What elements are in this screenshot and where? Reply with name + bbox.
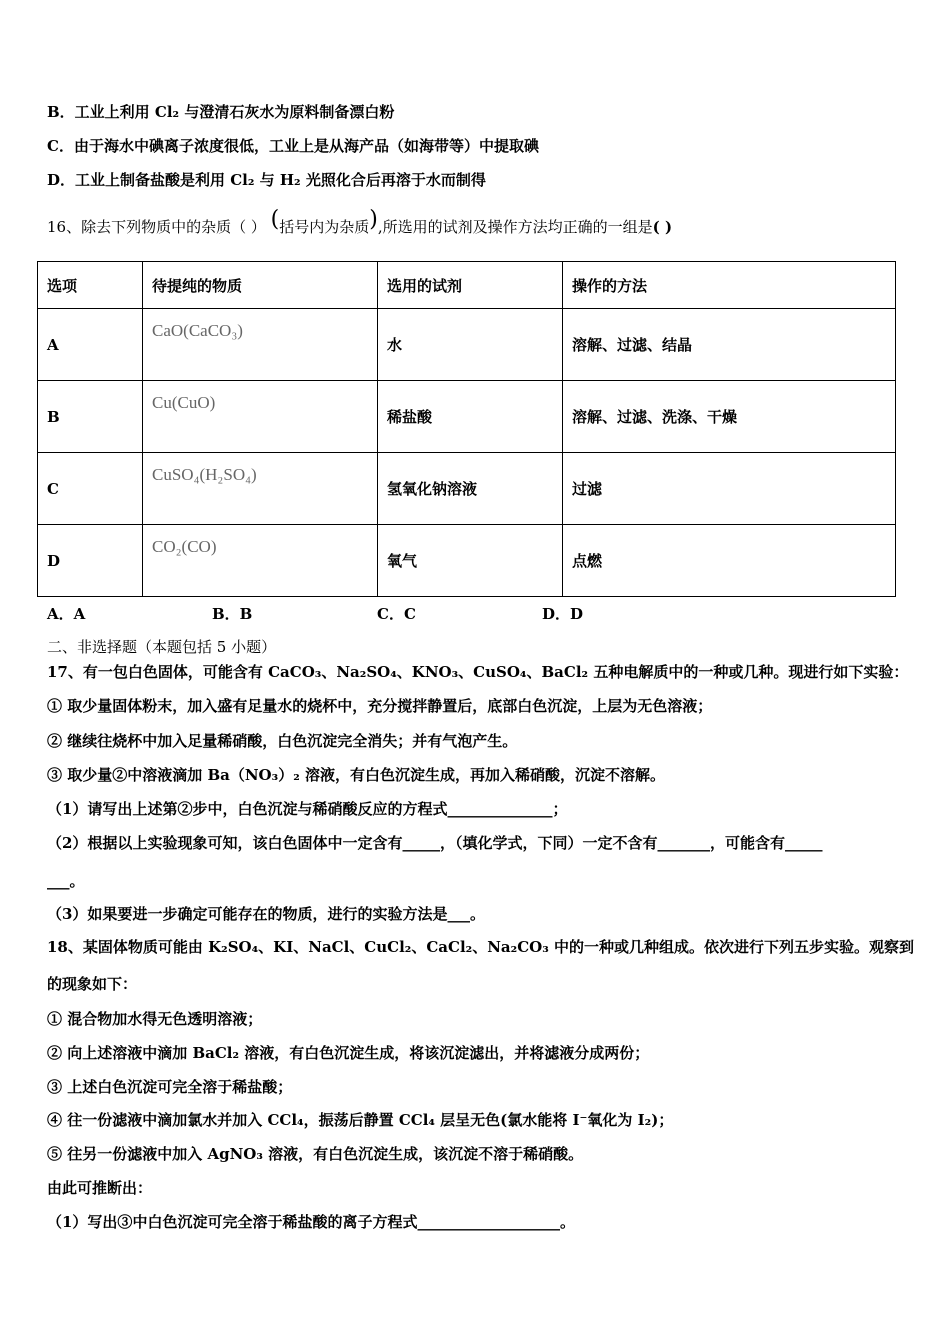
q18-stem-cont: 的现象如下： [47,975,138,993]
header-substance: 待提纯的物质 [143,262,378,309]
row-reagent: 稀盐酸 [378,381,563,453]
formula-cao-caco3: CaO(CaCO₃) [152,320,243,340]
q17-q1: （1）请写出上述第②步中，白色沉淀与稀硝酸反应的方程式______________； [47,800,568,818]
row-substance [143,309,378,381]
q16-table [37,261,896,597]
header-option: 选项 [38,262,143,309]
formula-cuso4-h2so4: CuSO₄(H₂SO₄) [152,464,257,484]
row-option: D [38,525,143,597]
table-row [38,525,896,597]
q18-step5: ⑤ 往另一份滤液中加入 AgNO₃ 溶液，有白色沉淀生成，该沉淀不溶于稀硝酸。 [47,1145,584,1163]
table-header-row [38,262,896,309]
q16-choice-c: C．C [377,605,416,623]
q16-stem: 16、除去下列物质中的杂质（ ） (括号内为杂质),所选用的试剂及操作方法均正确的一组是( ) [47,207,673,236]
q15-option-b: B．工业上利用 Cl₂ 与澄清石灰水为原料制备漂白粉 [47,103,395,121]
q18-step3: ③ 上述白色沉淀可完全溶于稀盐酸； [47,1078,293,1096]
formula-cu-cuo: Cu(CuO) [152,392,216,412]
q17-step1: ① 取少量固体粉末，加入盛有足量水的烧杯中，充分搅拌静置后，底部白色沉淀，上层为无色溶液； [47,697,713,715]
row-method: 溶解、过滤、结晶 [563,309,896,381]
q18-q1: （1）写出③中白色沉淀可完全溶于稀盐酸的离子方程式___________________。 [47,1213,575,1231]
q16-stem-b: 括号内为杂质 [279,218,370,236]
q17-step2: ② 继续往烧杯中加入足量稀硝酸，白色沉淀完全消失；并有气泡产生。 [47,732,518,750]
q16-stem-c: ,所选用的试剂及操作方法均正确的一组是 [377,218,653,236]
q16-stem-a: 16、除去下列物质中的杂质（ ） [47,218,266,236]
row-option: B [38,381,143,453]
q17-step3: ③ 取少量②中溶液滴加 Ba（NO₃）₂ 溶液，有白色沉淀生成，再加入稀硝酸，沉淀不溶解。 [47,766,665,784]
q18-step2: ② 向上述溶液中滴加 BaCl₂ 溶液，有白色沉淀生成，将该沉淀滤出，并将滤液分成两份； [47,1044,650,1062]
row-method: 溶解、过滤、洗涤、干燥 [563,381,896,453]
table-row [38,453,896,525]
q15-option-d: D．工业上制备盐酸是利用 Cl₂ 与 H₂ 光照化合后再溶于水而制得 [47,171,486,189]
q15-option-c: C．由于海水中碘离子浓度很低，工业上是从海产品（如海带等）中提取碘 [47,137,539,155]
table-row [38,381,896,453]
q16-choice-a: A．A [47,605,86,623]
header-reagent: 选用的试剂 [378,262,563,309]
q18-step1: ① 混合物加水得无色透明溶液； [47,1010,263,1028]
q17-q2-cont: ___。 [47,872,85,890]
row-reagent: 氢氧化钠溶液 [378,453,563,525]
row-option: C [38,453,143,525]
q16-choice-b: B．B [212,605,253,623]
q16-choice-d: D．D [542,605,584,623]
q17-q3: （3）如果要进一步确定可能存在的物质，进行的实验方法是___。 [47,905,485,923]
header-method: 操作的方法 [563,262,896,309]
q17-stem: 17、有一包白色固体，可能含有 CaCO₃、Na₂SO₄、KNO₃、CuSO₄、BaCl₂ 五种电解质中的一种或几种。现进行如下实验： [47,663,909,681]
q17-q2: （2）根据以上实验现象可知，该白色固体中一定含有_____，（填化学式，下同）一定不含有_______，可能含有_____ [47,834,823,852]
row-substance [143,381,378,453]
row-substance [143,525,378,597]
row-substance [143,453,378,525]
row-method: 过滤 [563,453,896,525]
row-option: A [38,309,143,381]
q18-infer: 由此可推断出： [47,1179,153,1197]
row-reagent: 氧气 [378,525,563,597]
section-title: 二、非选择题（本题包括 5 小题） [47,638,277,656]
row-method: 点燃 [563,525,896,597]
table-row [38,309,896,381]
row-reagent: 水 [378,309,563,381]
q18-step4: ④ 往一份滤液中滴加氯水并加入 CCl₄，振荡后静置 CCl₄ 层呈无色(氯水能将 I⁻氧化为 I₂)； [47,1111,674,1129]
q16-stem-d: ( ) [652,218,673,236]
formula-co2-co: CO₂(CO) [152,536,217,556]
q18-stem: 18、某固体物质可能由 K₂SO₄、KI、NaCl、CuCl₂、CaCl₂、Na₂CO₃ 中的一种或几种组成。依次进行下列五步实验。观察到 [47,938,915,956]
